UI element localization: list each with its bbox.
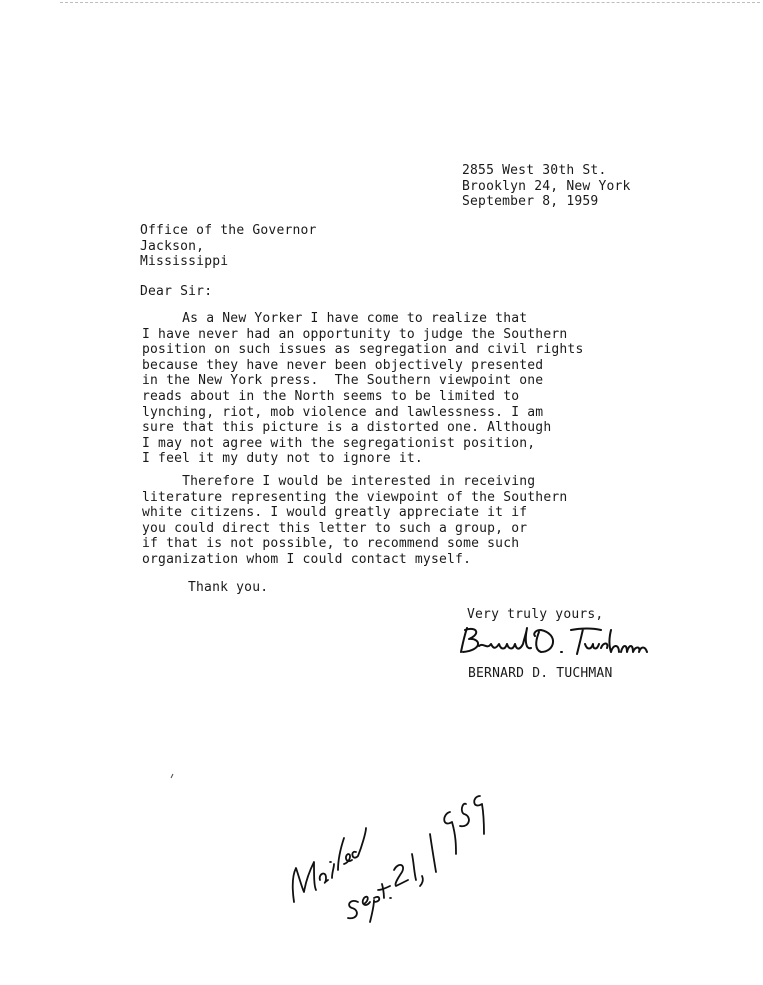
recipient-address [140,223,317,270]
thank-you [188,580,268,596]
body-paragraph-1 [142,311,583,467]
body-line: you could direct this letter to such a group, or [142,520,528,536]
body-line: organization whom I could contact myself. [142,551,472,567]
typed-name-text: BERNARD D. TUCHMAN [468,666,613,681]
handwritten-mailed-annotation [280,780,490,930]
body-paragraph-2 [142,474,567,568]
sender-address [462,163,631,210]
body-line: I feel it my duty not to ignore it. [142,451,423,467]
body-line: white citizens. I would greatly appreciate it if [142,505,528,521]
body-line: lynching, riot, mob violence and lawlessness. I am [142,404,544,420]
body-line: reads about in the North seems to be limited to [142,388,520,404]
thank-you-text: Thank you. [188,580,269,595]
body-line: literature representing the viewpoint of the Southern [142,489,568,505]
salutation-text: Dear Sir: [140,284,213,299]
body-line: As a New Yorker I have come to realize that [142,311,528,326]
address-street: 2855 West 30th St. [462,163,607,178]
typed-name [468,666,612,682]
complimentary-close [467,607,603,623]
perforation-line [60,2,760,3]
letter-date: September 8, 1959 [462,194,599,210]
address-city: Brooklyn 24, New York [462,178,631,194]
body-line: Therefore I would be interested in receiving [142,474,536,489]
body-line: because they have never been objectively presented [142,357,544,373]
body-line: if that is not possible, to recommend some such [142,536,520,552]
body-line: in the New York press. The Southern viewpoint one [142,373,544,389]
handwritten-signature [455,624,650,658]
recipient-line: Jackson, [140,238,205,254]
recipient-line: Mississippi [140,254,229,270]
body-line: I have never had an opportunity to judge the Southern [142,326,568,342]
ink-speck [170,773,174,779]
closing-text: Very truly yours, [467,607,604,622]
body-line: sure that this picture is a distorted one. Although [142,420,552,436]
recipient-line: Office of the Governor [140,223,317,238]
salutation [140,284,212,300]
body-line: I may not agree with the segregationist position, [142,435,536,451]
body-line: position on such issues as segregation and civil rights [142,342,584,358]
